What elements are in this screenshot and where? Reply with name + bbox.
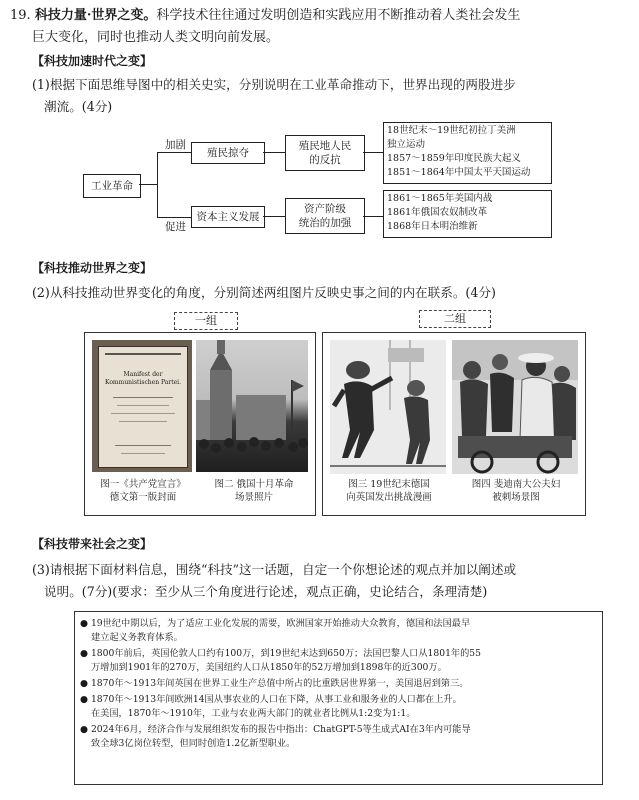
top-result-line1: 殖民地人民 xyxy=(298,140,352,152)
mindmap-top-result xyxy=(285,135,365,171)
question-title-line xyxy=(10,6,520,26)
top-event-1b: 独立运动 xyxy=(387,139,426,150)
october-revolution-photo xyxy=(196,340,308,472)
section3-header: 【科技带来社会之变】 xyxy=(32,537,153,551)
material-3: 1870年～1913年间英国在世界工业生产总值中所占的比重跌居世界第一，美国退居到第三。 xyxy=(90,678,469,689)
material-2b: 万增加到1901年的270万，美国纽约人口从1850年的52万增加到1898年的近300万。 xyxy=(91,662,447,673)
caption-figure2-line1: 图二 俄国十月革命 xyxy=(214,479,294,490)
question-intro-line2: 巨大变化，同时也推动人类文明向前发展。 xyxy=(32,30,280,45)
caption-figure1-line1: 图一《共产党宣言》 xyxy=(100,479,186,490)
caption-figure4-line2: 被刺场景图 xyxy=(492,492,540,503)
caption-figure3-line2: 向英国发出挑战漫画 xyxy=(346,492,432,503)
section1-question-line1: (1)根据下面思维导图中的相关史实，分别说明在工业革命推动下，世界出现的两股进步 xyxy=(32,77,516,92)
question-title: 科技力量·世界之变。 xyxy=(34,8,157,23)
bullet: ● xyxy=(80,648,89,659)
mindmap-bottom-node: 资本主义发展 xyxy=(191,206,265,228)
bullet: ● xyxy=(80,618,89,629)
caption-figure2 xyxy=(198,478,310,504)
top-event-3: 1851～1864年中国太平天国运动 xyxy=(387,167,531,178)
section2-question: (2)从科技推动世界变化的角度，分别简述两组图片反映史事之间的内在联系。(4分) xyxy=(32,285,496,300)
material-1b: 建立起义务教育体系。 xyxy=(91,632,183,643)
material-5b: 致全球3亿岗位转型，但同时创造1.2亿新型职业。 xyxy=(91,738,296,749)
group1-label: 一组 xyxy=(174,312,238,330)
caption-figure3 xyxy=(328,478,450,504)
caption-figure1 xyxy=(90,478,196,504)
manifesto-title: Manifest der Kommunistischen Partei. xyxy=(105,371,181,386)
branch-top-label: 加剧 xyxy=(165,139,186,151)
top-event-2: 1857～1859年印度民族大起义 xyxy=(387,153,521,164)
group2-label: 二组 xyxy=(419,310,491,328)
assassination-scene-image xyxy=(452,340,578,474)
caption-figure4-line1: 图四 斐迪南大公夫妇 xyxy=(471,479,561,490)
mindmap-root: 工业革命 xyxy=(83,174,141,198)
manifesto-cover-image xyxy=(92,340,192,472)
material-4a: 1870年～1913年间欧洲14国从事农业的人口在下降，从事工业和服务业的人口都在上升。 xyxy=(90,694,462,705)
top-event-1: 18世纪末～19世纪初拉丁美洲 xyxy=(387,125,516,136)
bottom-event-3: 1868年日本明治维新 xyxy=(387,221,478,232)
material-1a: 19世纪中期以后，为了适应工业化发展的需要，欧洲国家开始推动大众教育，德国和法国最早 xyxy=(90,618,471,629)
bottom-result-line1: 资产阶级 xyxy=(304,203,346,215)
mindmap-top-node: 殖民掠夺 xyxy=(191,142,265,164)
bottom-result-line2: 统治的加强 xyxy=(298,217,352,229)
caption-figure2-line2: 场景照片 xyxy=(234,492,273,503)
section2-header: 【科技推动世界之变】 xyxy=(32,261,153,275)
bullet: ● xyxy=(80,694,89,705)
branch-bottom-label: 促进 xyxy=(165,221,186,233)
top-result-line2: 的反抗 xyxy=(309,154,341,166)
material-5a: 2024年6月，经济合作与发展组织发布的报告中指出：ChatGPT-5等生成式AI在3年内可能导 xyxy=(90,724,471,735)
bottom-event-1: 1861～1865年美国内战 xyxy=(387,193,493,204)
caption-figure4 xyxy=(454,478,578,504)
bullet: ● xyxy=(80,678,89,689)
section3-question-line2: 说明。(7分)(要求：至少从三个角度进行论述，观点正确，史论结合，条理清楚) xyxy=(44,584,488,599)
bottom-event-2: 1861年俄国农奴制改革 xyxy=(387,207,488,218)
caption-figure3-line1: 图三 19世纪末德国 xyxy=(348,479,430,490)
german-challenge-cartoon xyxy=(330,340,446,474)
bullet: ● xyxy=(80,724,89,735)
material-4b: 在美国，1870年～1910年，工业与农业两大部门的就业者比例从1:2变为1:1。 xyxy=(91,708,416,719)
question-intro-line1: 科学技术往往通过发明创造和实践应用不断推动着人类社会发生 xyxy=(156,8,521,23)
section1-header: 【科技加速时代之变】 xyxy=(32,54,153,68)
section3-question-line1: (3)请根据下面材料信息，围绕“科技”这一话题，自定一个你想论述的观点并加以阐述或 xyxy=(32,562,517,577)
question-number: 19. xyxy=(10,8,31,23)
material-2a: 1800年前后，英国伦敦人口约有100万，到19世纪末达到650万；法国巴黎人口从1801年的55 xyxy=(90,648,481,659)
caption-figure1-line2: 德文第一版封面 xyxy=(109,492,177,503)
section1-question-line2: 潮流。(4分) xyxy=(44,99,113,114)
mindmap-bottom-events xyxy=(383,190,552,238)
mindmap-bottom-result xyxy=(285,198,365,234)
mindmap-top-events xyxy=(383,122,552,184)
